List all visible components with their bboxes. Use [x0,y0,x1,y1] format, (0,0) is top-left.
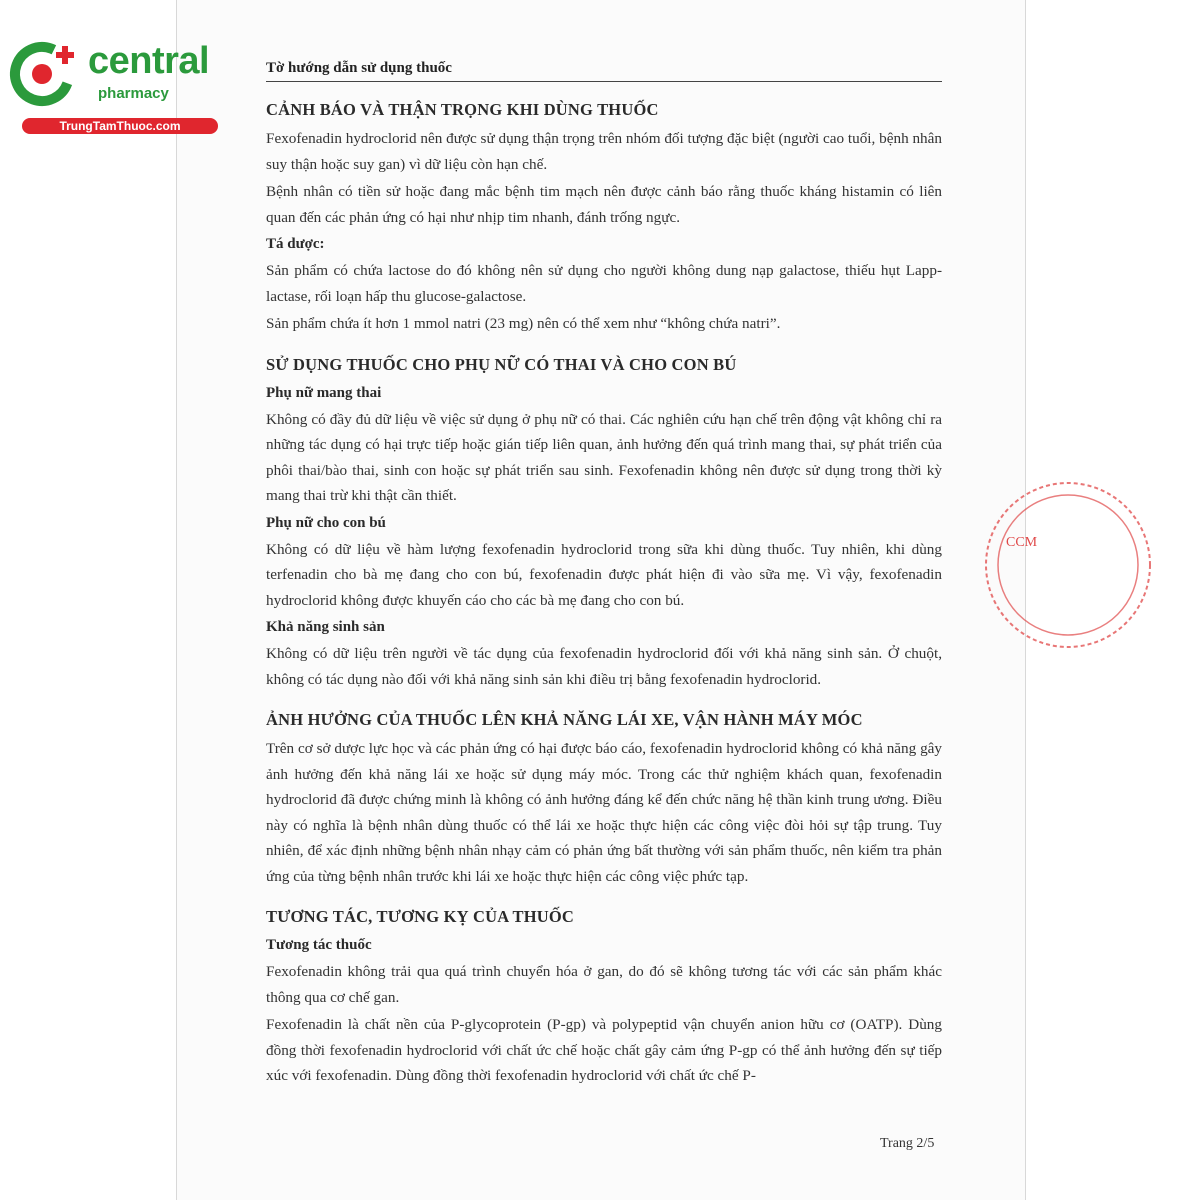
central-pharmacy-logo[interactable] [8,36,218,136]
section-title-interactions: TƯƠNG TÁC, TƯƠNG KỴ CỦA THUỐC [266,907,575,926]
paragraph: Fexofenadin không trải qua quá trình chuyển hóa ở gan, do đó sẽ không tương tác với các sản phẩm khác thông qua cơ chế gan. [266,963,942,1006]
subsection-title: Phụ nữ cho con bú [266,514,386,531]
brand-name: central [88,40,210,82]
paragraph: Fexofenadin hydroclorid nên được sử dụng thận trọng trên nhóm đối tượng đặc biệt (người cao tuổi, bệnh nhân suy thận hoặc suy gan) vì dữ liệu còn hạn chế. [266,130,942,173]
paragraph: Sản phẩm chứa ít hơn 1 mmol natri (23 mg) nên có thể xem như “không chứa natri”. [266,315,781,332]
section-title-driving: ẢNH HƯỞNG CỦA THUỐC LÊN KHẢ NĂNG LÁI XE, VẬN HÀNH MÁY MÓC [266,710,863,729]
paragraph: Không có dữ liệu về hàm lượng fexofenadin hydroclorid trong sữa khi dùng thuốc. Tuy nhiên, khi dùng terfenadin cho bà mẹ đang cho con bú, fexofenadin được phát hiện đi vào sữa mẹ. Vì vậy, fexofenadin hydroclorid không được khuyến cáo cho các bà mẹ đang cho con bú. [266,540,942,609]
section-title-warning: CẢNH BÁO VÀ THẬN TRỌNG KHI DÙNG THUỐC [266,100,659,119]
document-body [266,98,942,1091]
page-number: Trang 2/5 [880,1136,935,1151]
brand-url[interactable]: TrungTamThuoc.com [22,118,218,134]
paragraph: Sản phẩm có chứa lactose do đó không nên sử dụng cho người không dung nạp galactose, thiếu hụt Lapp-lactase, rối loạn hấp thu glucose-galactose. [266,262,942,305]
section-title-pregnancy: SỬ DỤNG THUỐC CHO PHỤ NỮ CÓ THAI VÀ CHO CON BÚ [266,354,737,374]
pharmacy-cross-icon [8,36,84,112]
brand-sub: pharmacy [98,85,169,102]
document-header: Tờ hướng dẫn sử dụng thuốc [266,60,942,82]
subsection-title: Tương tác thuốc [266,937,372,953]
paragraph: Fexofenadin là chất nền của P-glycoprotein (P-gp) và polypeptid vận chuyển anion hữu cơ (OATP). Dùng đồng thời fexofenadin hydroclorid với chất ức chế hoặc chất gây cảm ứng P-gp có thể ảnh hưởng đến sự tiếp xúc với fexofenadin. Dùng đồng thời fexofenadin hydroclorid với chất ức chế P- [266,1016,942,1084]
stamp-text: CCM [1006,535,1038,550]
red-stamp-icon [980,480,1038,650]
paragraph: Không có dữ liệu trên người về tác dụng của fexofenadin hydroclorid đối với khả năng sinh sản. Ở chuột, không có tác dụng nào đối với khả năng sinh sản khi điều trị bằng fexofenadin hydroclorid. [266,645,942,688]
subsection-title: Khả năng sinh sản [266,619,385,635]
paragraph: Bệnh nhân có tiền sử hoặc đang mắc bệnh tim mạch nên được cảnh báo rằng thuốc kháng histamin có liên quan đến các phản ứng có hại như nhịp tim nhanh, đánh trống ngực. [266,183,942,226]
paragraph: Không có đầy đủ dữ liệu về việc sử dụng ở phụ nữ có thai. Các nghiên cứu hạn chế trên động vật không chỉ ra những tác dụng có hại trực tiếp hoặc gián tiếp liên quan, ảnh hưởng đến quá trình mang thai, sự phát triển của phôi thai/bào thai, sinh con hoặc sự phát triển sau sinh. Fexofenadin không nên được sử dụng trong thời kỳ mang thai trừ khi thật cần thiết. [266,410,942,504]
subsection-title: Phụ nữ mang thai [266,384,382,401]
subsection-title: Tá dược: [266,236,325,252]
paragraph: Trên cơ sở dược lực học và các phản ứng có hại được báo cáo, fexofenadin hydroclorid không có khả năng gây ảnh hưởng đến khả năng lái xe hoặc sử dụng máy móc. Trong các thử nghiệm khách quan, fexofenadin hydroclorid đã được chứng minh là không có ảnh hưởng đáng kể đến chức năng hệ thần kinh trung ương. Điều này có nghĩa là bệnh nhân dùng thuốc có thể lái xe hoặc thực hiện các công việc đòi hỏi sự tập trung. Tuy nhiên, để xác định những bệnh nhân nhạy cảm có phản ứng bất thường với sản phẩm thuốc, nên kiểm tra phản ứng của từng bệnh nhân trước khi lái xe hoặc thực hiện các công việc phức tạp. [266,740,942,885]
